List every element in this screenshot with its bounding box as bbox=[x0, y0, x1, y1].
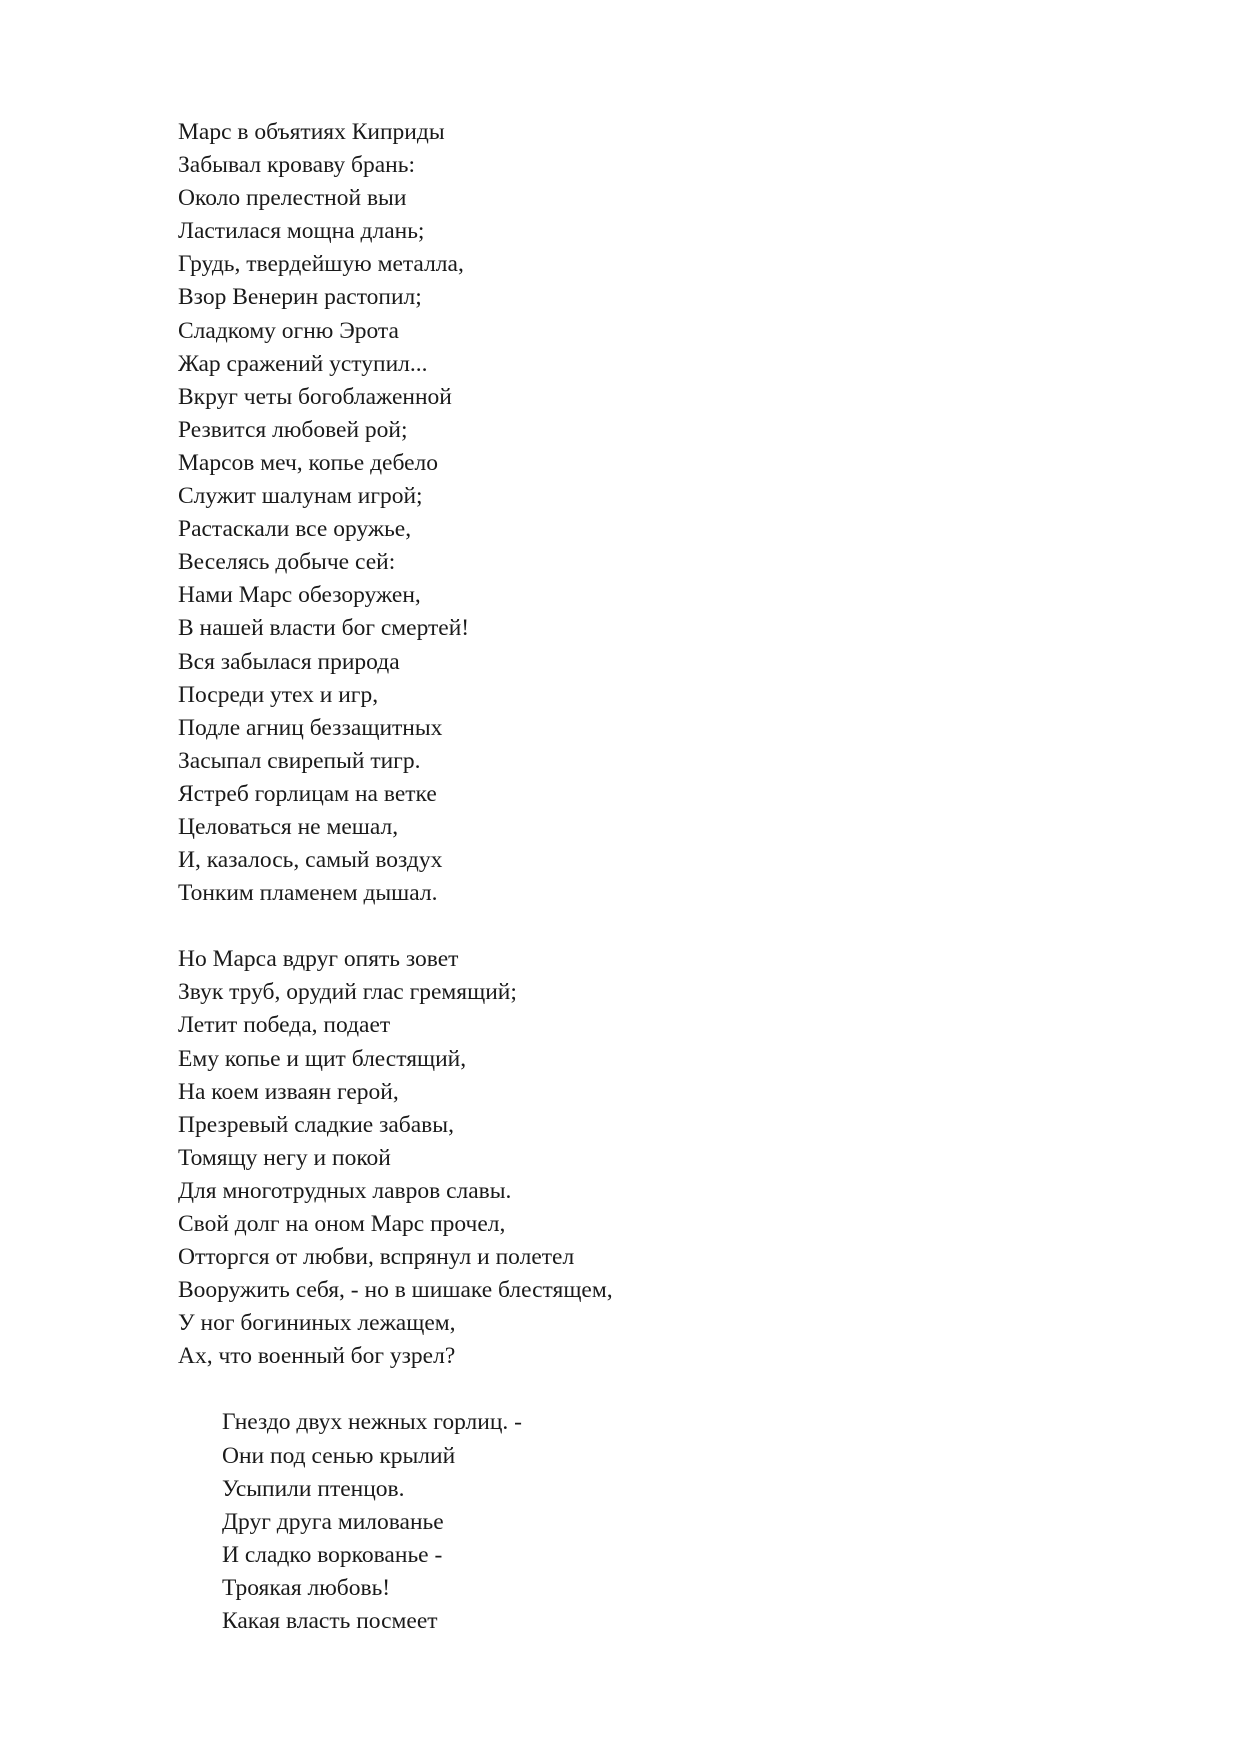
poem-line: Грудь, твердейшую металла, bbox=[178, 251, 464, 278]
poem-line: Ястреб горлицам на ветке bbox=[178, 780, 437, 807]
poem-line: Резвится любовей рой; bbox=[178, 416, 408, 443]
poem-line: Ах, что военный бог узрел? bbox=[178, 1343, 456, 1370]
poem-line: И сладко воркованье - bbox=[222, 1541, 443, 1568]
poem-line: В нашей власти бог смертей! bbox=[178, 615, 470, 642]
poem-line: Звук труб, орудий глас гремящий; bbox=[178, 979, 517, 1006]
poem-line: И, казалось, самый воздух bbox=[178, 847, 443, 874]
stanza-1 bbox=[178, 116, 1078, 910]
poem-line: Ластилася мощна длань; bbox=[178, 218, 425, 245]
poem-line: Томящу негу и покой bbox=[178, 1144, 391, 1171]
poem-line: Марс в объятиях Киприды bbox=[178, 119, 445, 145]
poem-line: Подле агниц беззащитных bbox=[178, 714, 443, 741]
poem-line: Вкруг четы богоблаженной bbox=[178, 383, 452, 410]
poem-line: Троякая любовь! bbox=[222, 1574, 391, 1601]
poem-line: Жар сражений уступил... bbox=[178, 350, 428, 377]
poem-line: На коем изваян герой, bbox=[178, 1078, 399, 1105]
poem-line: Взор Венерин растопил; bbox=[178, 284, 422, 311]
poem-line: Веселясь добыче сей: bbox=[178, 549, 396, 576]
stanza-2 bbox=[178, 943, 1078, 1373]
poem-line: Гнездо двух нежных горлиц. - bbox=[222, 1409, 522, 1436]
poem-line: Свой долг на оном Марс прочел, bbox=[178, 1211, 506, 1237]
poem-body bbox=[178, 116, 1078, 1638]
poem-line: Они под сенью крылий bbox=[222, 1442, 456, 1469]
poem-line: Марсов меч, копье дебело bbox=[178, 449, 439, 476]
poem-line: Но Марса вдруг опять зовет bbox=[178, 946, 459, 973]
poem-line: Усыпили птенцов. bbox=[222, 1475, 405, 1502]
stanza-3 bbox=[178, 1406, 1078, 1638]
poem-line: Вооружить себя, - но в шишаке блестящем, bbox=[178, 1277, 613, 1304]
poem-line: Презревый сладкие забавы, bbox=[178, 1111, 454, 1138]
poem-line: Летит победа, подает bbox=[178, 1012, 391, 1039]
poem-line: Отторгся от любви, вспрянул и полетел bbox=[178, 1244, 575, 1271]
poem-line: Забывал кроваву брань: bbox=[178, 152, 415, 179]
poem-line: Засыпал свирепый тигр. bbox=[178, 747, 421, 774]
poem-line: У ног богининых лежащем, bbox=[178, 1310, 456, 1337]
poem-line: Растаскали все оружье, bbox=[178, 516, 412, 543]
poem-line: Какая власть посмеет bbox=[222, 1608, 438, 1635]
poem-line: Посреди утех и игр, bbox=[178, 681, 379, 708]
poem-line: Целоваться не мешал, bbox=[178, 813, 399, 840]
poem-line: Для многотрудных лавров славы. bbox=[178, 1177, 512, 1204]
poem-line: Вся забылася природа bbox=[178, 648, 400, 675]
poem-line: Тонким пламенем дышал. bbox=[178, 880, 438, 907]
poem-line: Нами Марс обезоружен, bbox=[178, 582, 421, 609]
poem-line: Около прелестной выи bbox=[178, 185, 407, 212]
poem-line: Служит шалунам игрой; bbox=[178, 483, 423, 510]
poem-line: Друг друга милованье bbox=[222, 1508, 444, 1535]
poem-line: Сладкому огню Эрота bbox=[178, 317, 399, 344]
poem-line: Ему копье и щит блестящий, bbox=[178, 1045, 467, 1072]
